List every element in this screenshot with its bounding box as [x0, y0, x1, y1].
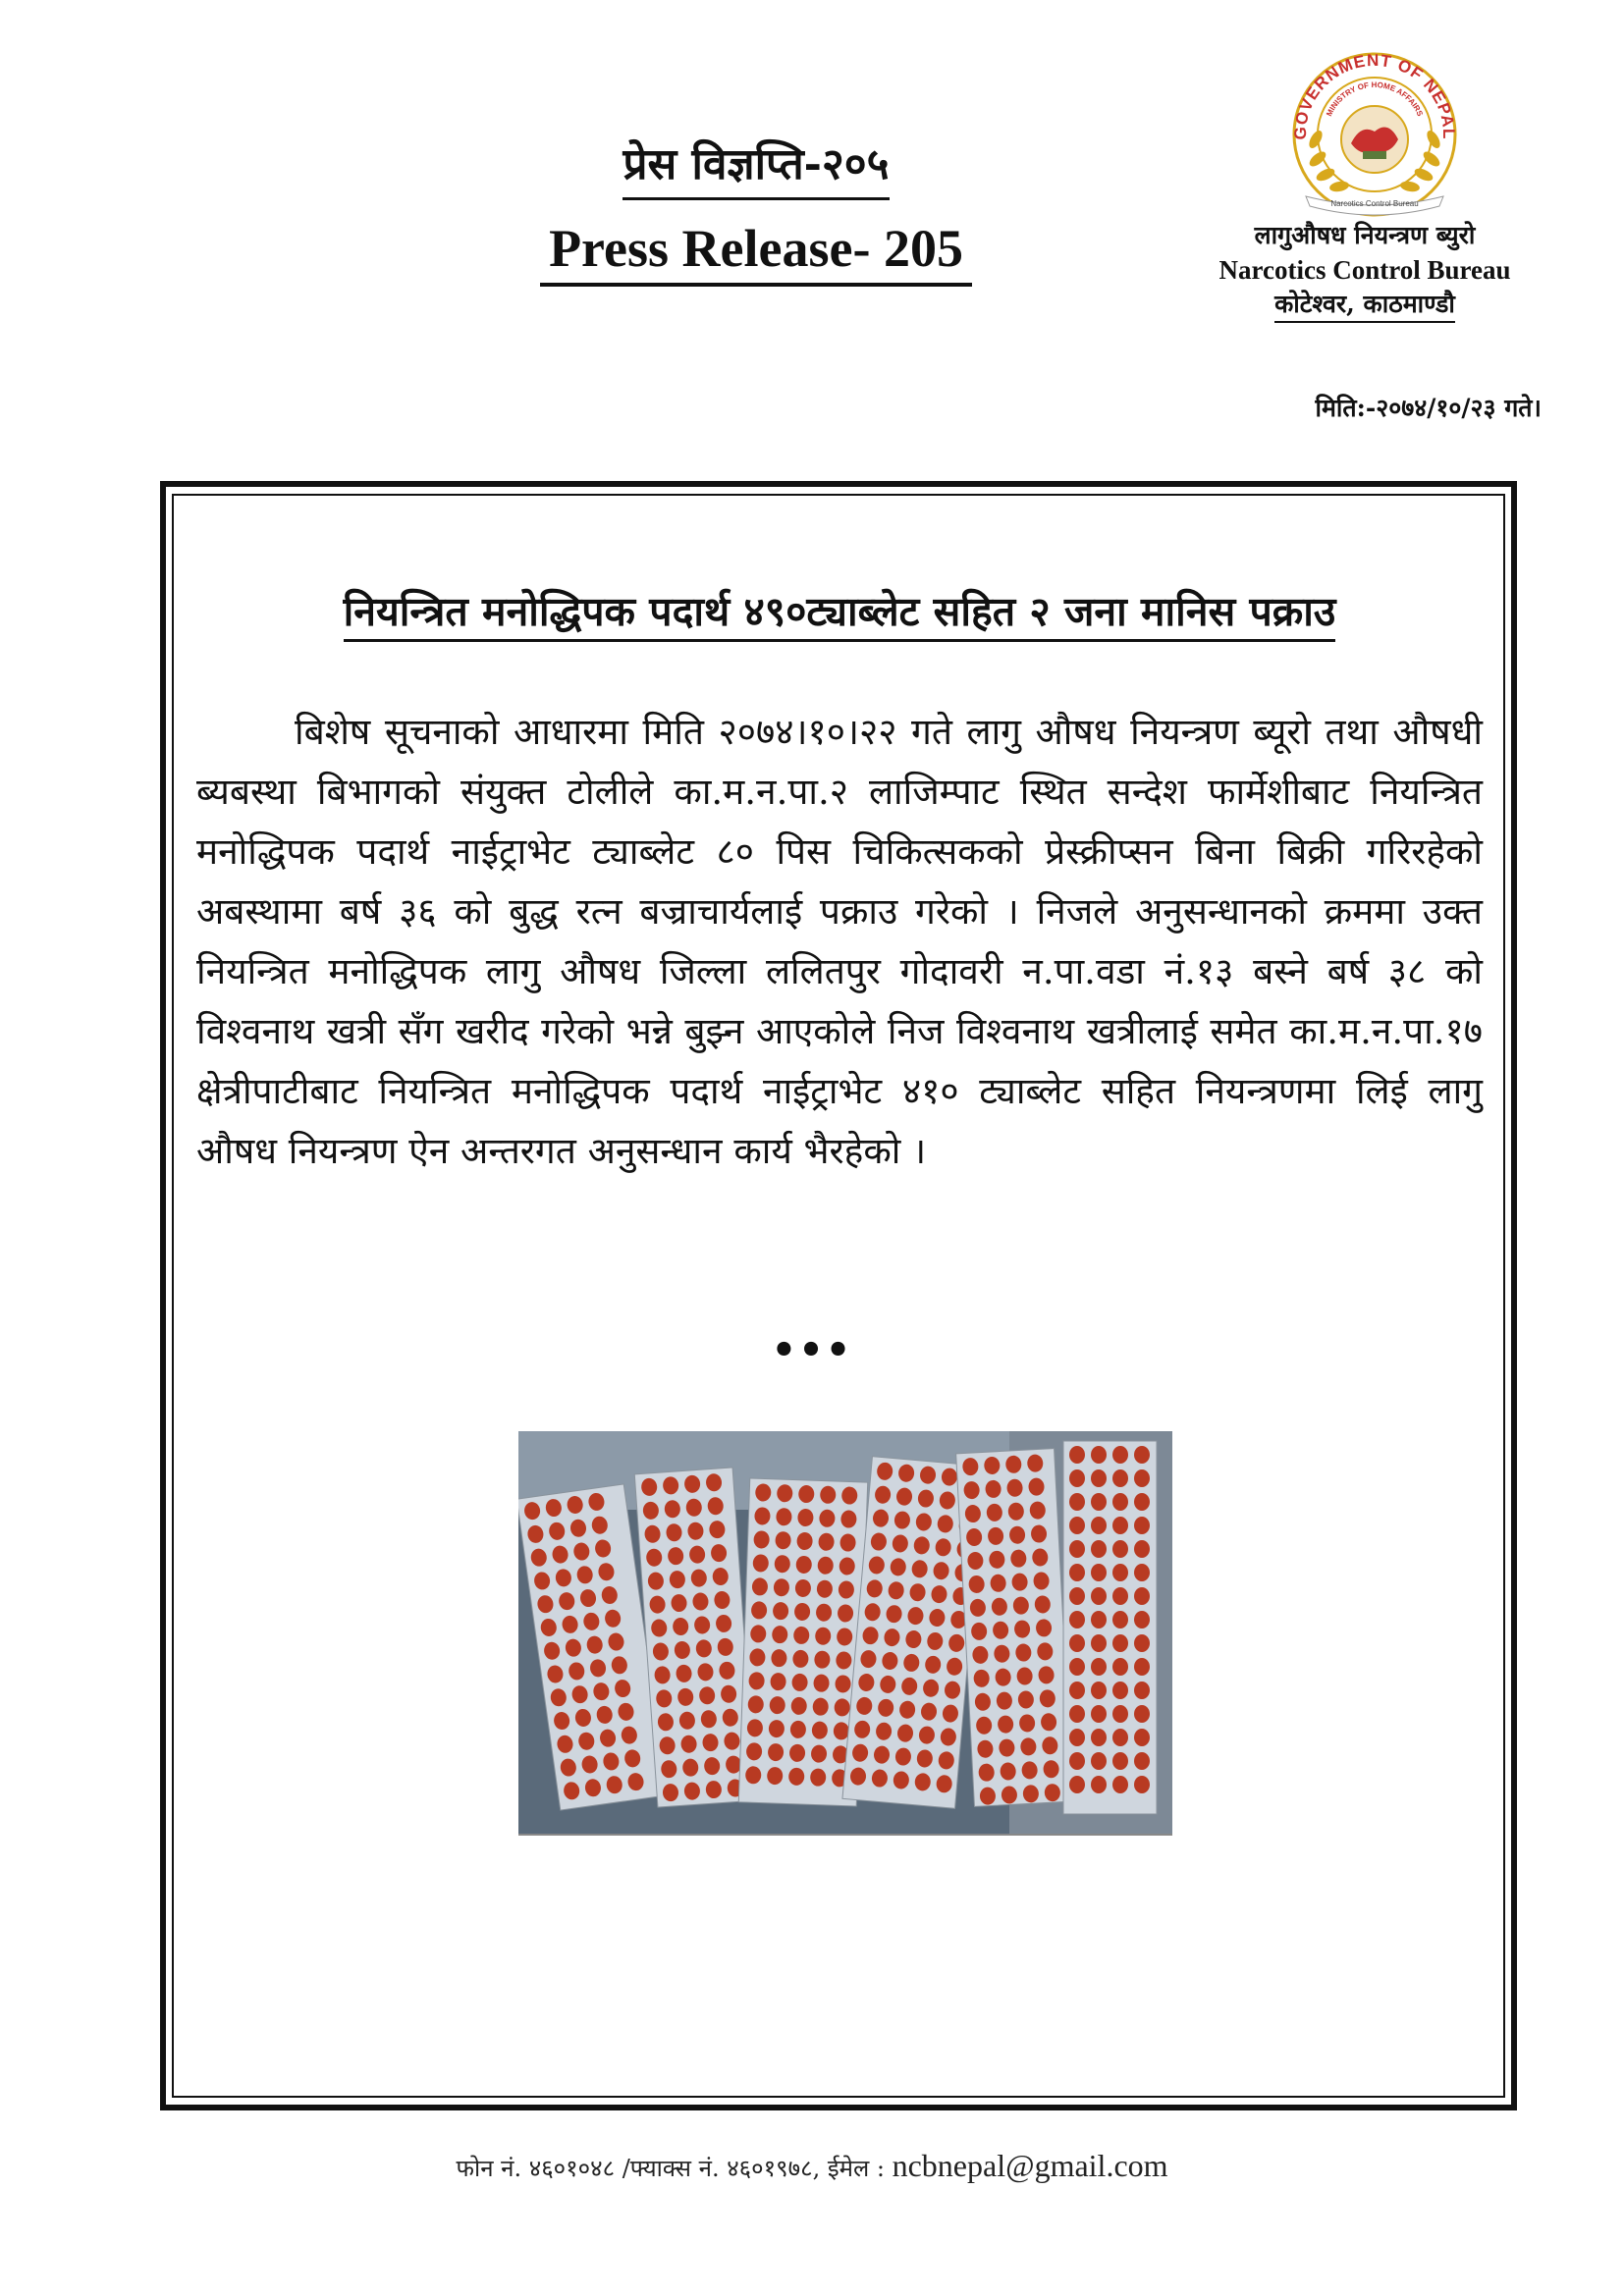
government-of-nepal-emblem-icon [1267, 41, 1483, 218]
emblem-ring-subtext: MINISTRY OF HOME AFFAIRS [1325, 80, 1425, 118]
footer-contact [0, 2148, 1624, 2184]
emblem-graphic [1267, 41, 1483, 218]
footer-phone-fax: फोन नं. ४६०१०४८ /फ्याक्स नं. ४६०१९७८, ईमेल : [456, 2155, 885, 2182]
blister-strip [956, 1449, 1073, 1807]
emblem-ribbon-text: Narcotics Control Bureau [1330, 199, 1419, 208]
release-date: मिति:-२०७४/१०/२३ गते। [1315, 394, 1542, 422]
office-name-english: Narcotics Control Bureau [1218, 255, 1511, 285]
blister-strip [1063, 1441, 1157, 1814]
article-separator: ••• [771, 1327, 853, 1373]
article-body: बिशेष सूचनाको आधारमा मिति २०७४।१०।२२ गते लागु औषध नियन्त्रण ब्यूरो तथा औषधी ब्यबस्था बिभागको संयुक्त टोलीले का.म.न.पा.२ लाजिम्पाट स्थित सन्देश फार्मेशीबाट नियन्त्रित मनोद्धिपक पदार्थ नाईट्राभेट ट्याब्लेट ८० पिस चिकित्सकको प्रेस्क्रीप्सन बिना बिक्री गरिरहेको अबस्थामा बर्ष ३६ को बुद्ध रत्न बज्राचार्यलाई पक्राउ गरेको । निजले अनुसन्धानको क्रममा उक्त नियन्त्रित मनोद्धिपक लागु औषध जिल्ला ललितपुर गोदावरी न.पा.वडा नं.१३ बस्ने बर्ष ३८ को विश्वनाथ खत्री सँग खरीद गरेको भन्ने बुझ्न आएकोले निज विश्वनाथ खत्रीलाई समेत का.म.न.पा.१७ क्षेत्रीपाटीबाट नियन्त्रित मनोद्धिपक पदार्थ नाईट्राभेट ४१० ट्याब्लेट सहित नियन्त्रणमा लिई लागु औषध नियन्त्रण ऐन अन्तरगत अनुसन्धान कार्य भैरहेको । [196, 711, 1483, 1172]
emblem-ring-text: GOVERNMENT OF NEPAL [1290, 50, 1459, 140]
press-release-title [471, 137, 1041, 287]
seized-tablet-strips-photo-icon [518, 1431, 1172, 1836]
press-release-title-nepali: प्रेस विज्ञप्ति-२०५ [623, 137, 889, 200]
office-address: कोटेश्वर, काठमाण्डौ [1274, 288, 1455, 323]
tablet-photo-graphic [518, 1431, 1172, 1834]
article-headline-text: नियन्त्रित मनोद्धिपक पदार्थ ४९०ट्याब्लेट सहित २ जना मानिस पक्राउ [344, 587, 1336, 642]
article-headline [201, 587, 1478, 642]
footer-email-link[interactable]: ncbnepal@gmail.com [892, 2148, 1168, 2183]
office-block [1183, 218, 1546, 323]
office-name-nepali: लागुऔषध नियन्त्रण ब्युरो [1254, 221, 1476, 249]
press-release-title-english: Press Release- 205 [540, 218, 972, 287]
